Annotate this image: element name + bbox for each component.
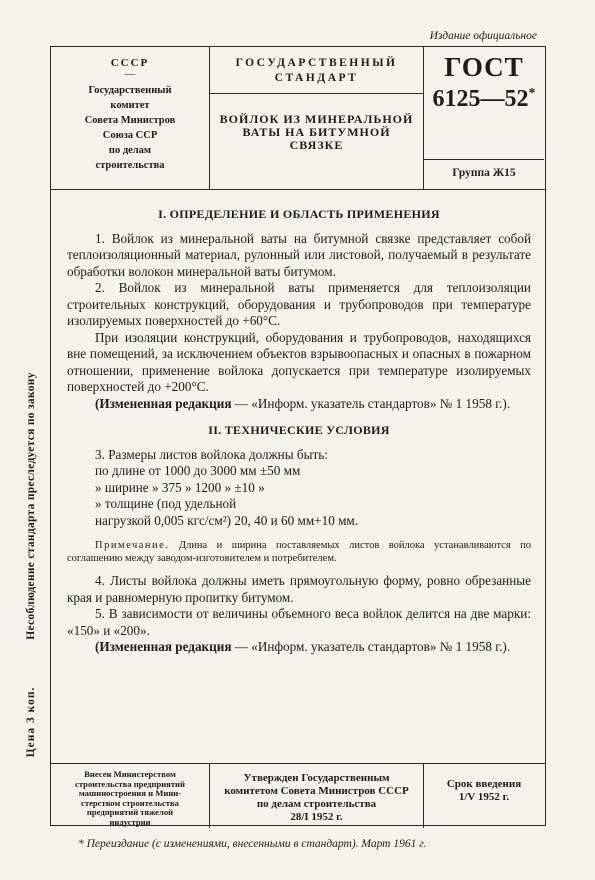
edit-note: [67, 639, 531, 656]
paragraph: При изоляции конструкций, оборудования и трубопроводов, находящихся вне помещений, за исключением объектов взрывоопасных и опасных в пожарном отношении, применение войлока допускается при температуре изолируемых поверхностей до +200°С.: [67, 329, 531, 394]
footer-line: Срок введения: [446, 778, 522, 790]
note: [67, 539, 531, 565]
introduced-by: [51, 764, 210, 828]
size-line: нагрузкой 0,005 кгс/см²) 20, 40 и 60 мм+10 мм.: [95, 512, 359, 528]
paragraph: 2. Войлок из минеральной ваты применяется для теплоизоляции строительных конструкций, оборудования и трубопроводов при температуре изолируемых поверхностей до +60°С.: [67, 280, 531, 328]
standard-frame: [50, 46, 546, 826]
committee-line: строительства: [95, 160, 165, 171]
paragraph: 5. В зависимости от величины объемного веса войлок делится на две марки: «150» и «200».: [67, 606, 531, 638]
committee-name: [51, 83, 209, 173]
size-line: » ширине » 375 » 1200 » ±10 »: [95, 479, 265, 495]
title-line: ВОЙЛОК ИЗ МИНЕРАЛЬНОЙ: [219, 112, 414, 126]
gost-number: [424, 81, 544, 112]
edit-note-label: (Измененная редакция: [95, 639, 232, 654]
state-label: ГОСУДАРСТВЕННЫЙ: [235, 57, 398, 69]
title-line: СВЯЗКЕ: [289, 138, 344, 152]
ussr-label: СССР: [110, 57, 150, 69]
header: [51, 47, 545, 190]
paragraph: 1. Войлок из минеральной ваты на битумной связке представляет собой теплоизоляционный материал, рулонный или листовой, получаемый в результате обработки волокон минеральной ваты битумом.: [67, 230, 531, 279]
gost-mark: *: [528, 86, 536, 101]
size-line: по длине от 1000 до 3000 мм ±50 мм: [95, 463, 301, 478]
gost-column: [424, 47, 544, 189]
footer: [51, 763, 545, 828]
divider: [424, 159, 544, 160]
footer-line: по делам строительства: [256, 798, 377, 810]
committee-line: Государственный: [88, 85, 172, 96]
footer-line: 28/I 1952 г.: [290, 811, 343, 823]
standard-label: СТАНДАРТ: [274, 72, 359, 84]
edit-note-text: — «Информ. указатель стандартов» № 1 1958 г.).: [231, 639, 511, 654]
document-title: [210, 113, 423, 152]
footer-line: строительства предприятий: [75, 778, 185, 789]
divider: [210, 93, 423, 94]
gost-number-text: 6125—52: [432, 86, 529, 112]
approved-by: [210, 764, 424, 828]
edit-note: [67, 396, 531, 413]
gost-label: ГОСТ: [444, 52, 524, 82]
note-label: Примечание.: [95, 540, 170, 551]
section-heading: I. ОПРЕДЕЛЕНИЕ И ОБЛАСТЬ ПРИМЕНЕНИЯ: [158, 207, 440, 221]
state-standard-label: [210, 56, 423, 86]
issuer-column: [51, 47, 210, 189]
group-label: Группа Ж15: [452, 167, 516, 179]
committee-line: Союза ССР: [102, 130, 158, 141]
note-text: Длина и ширина поставляемых листов войлока устанавливаются по соглашению между заводом-изготовителем и потребителем.: [67, 540, 531, 564]
footer-line: комитетом Совета Министров СССР: [224, 785, 409, 797]
legal-warning: Несоблюдение стандарта преследуется по закону: [25, 372, 37, 640]
size-line: » толщине (под удельной: [95, 496, 237, 511]
footer-line: Внесен Министерством: [84, 769, 176, 779]
title-line: ВАТЫ НА БИТУМНОЙ: [242, 125, 391, 139]
document-body: [67, 197, 531, 656]
price-label: Цена 3 коп.: [25, 686, 37, 758]
paragraph: 4. Листы войлока должны иметь прямоугольную форму, ровно обрезанные края и равномерную пропитку битумом.: [67, 573, 531, 605]
committee-line: Совета Министров: [84, 115, 176, 126]
edit-note-label: (Измененная редакция: [95, 395, 232, 411]
section-heading: II. ТЕХНИЧЕСКИЕ УСЛОВИЯ: [208, 423, 390, 437]
footer-line: стерством строительства: [81, 797, 179, 808]
dash: —: [124, 68, 136, 80]
footer-line: 1/V 1952 г.: [458, 791, 510, 803]
effective-date: [424, 764, 544, 828]
committee-line: по делам: [108, 145, 152, 156]
reprint-note: * Переиздание (с изменениями, внесенными в стандарт). Март 1961 г.: [78, 838, 427, 850]
committee-line: комитет: [110, 100, 150, 111]
paragraph: 3. Размеры листов войлока должны быть:: [95, 446, 328, 462]
footer-line: предприятий тяжелой: [86, 807, 174, 818]
footer-line: машиностроения и Мини-: [78, 788, 182, 799]
edition-label: Издание официальное: [429, 30, 537, 42]
title-column: [210, 47, 424, 189]
size-list: [95, 463, 531, 529]
footer-line: индустрии: [109, 816, 151, 827]
footer-line: Утвержден Государственным: [243, 772, 390, 784]
edit-note-text: — «Информ. указатель стандартов» № 1 1958 г.).: [231, 395, 511, 411]
